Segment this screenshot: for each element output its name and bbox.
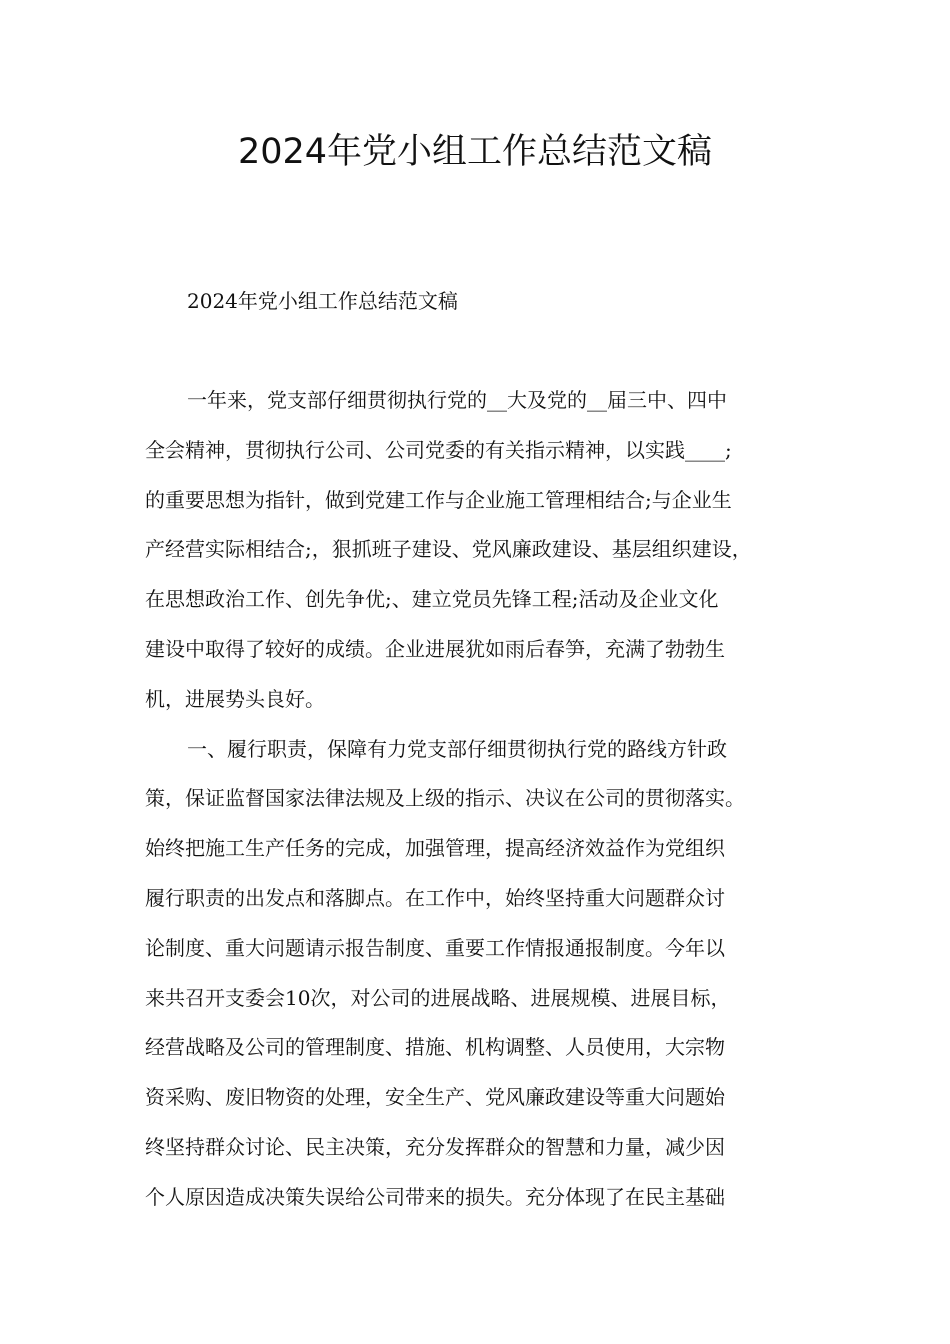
paragraph-line: 机，进展势头良好。 (145, 686, 325, 711)
document-subtitle: 2024年党小组工作总结范文稿 (187, 289, 458, 313)
paragraph-line: 建设中取得了较好的成绩。企业进展犹如雨后春笋，充满了勃勃生 (145, 636, 725, 661)
paragraph-line: 策，保证监督国家法律法规及上级的指示、决议在公司的贯彻落实。 (145, 786, 745, 811)
paragraph-line: 个人原因造成决策失误给公司带来的损失。充分体现了在民主基础 (145, 1184, 725, 1209)
paragraph-line: 来共召开支委会10次，对公司的进展战略、进展规模、进展目标， (145, 985, 731, 1010)
paragraph-line: 终坚持群众讨论、民主决策，充分发挥群众的智慧和力量，减少因 (145, 1134, 725, 1159)
paragraph-line: 论制度、重大问题请示报告制度、重要工作情报通报制度。今年以 (145, 935, 725, 960)
paragraph-line: 经营战略及公司的管理制度、措施、机构调整、人员使用，大宗物 (145, 1035, 725, 1060)
paragraph-line: 在思想政治工作、创先争优;、建立党员先锋工程;活动及企业文化 (145, 587, 719, 612)
paragraph-line: 产经营实际相结合;，狠抓班子建设、党风廉政建设、基层组织建设， (145, 537, 752, 562)
document-title: 2024年党小组工作总结范文稿 (237, 132, 713, 172)
paragraph-line: 一年来，党支部仔细贯彻执行党的__大及党的__届三中、四中 (187, 388, 727, 412)
paragraph-line: 的重要思想为指针，做到党建工作与企业施工管理相结合;与企业生 (145, 487, 732, 512)
paragraph-line: 全会精神，贯彻执行公司、公司党委的有关指示精神，以实践____; (145, 437, 732, 462)
paragraph-line: 一、履行职责，保障有力党支部仔细贯彻执行党的路线方针政 (187, 736, 727, 761)
paragraph-line: 始终把施工生产任务的完成，加强管理，提高经济效益作为党组织 (145, 836, 725, 861)
document-body (145, 381, 805, 1228)
paragraph-line: 资采购、废旧物资的处理，安全生产、党风廉政建设等重大问题始 (145, 1085, 725, 1110)
paragraph-line: 履行职责的出发点和落脚点。在工作中，始终坚持重大问题群众讨 (145, 885, 725, 910)
